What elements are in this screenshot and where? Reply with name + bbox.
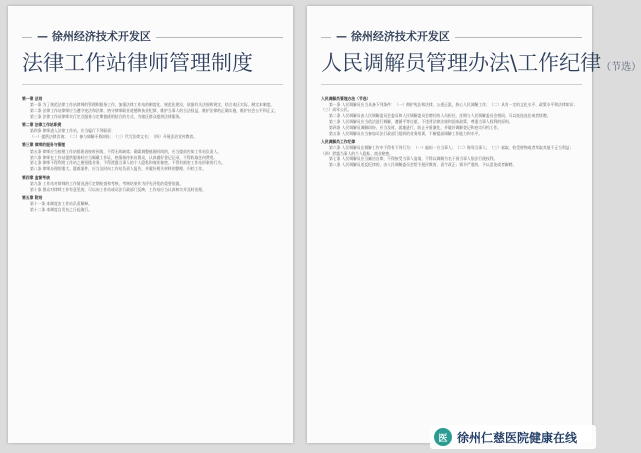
right-body-text <box>321 93 582 168</box>
article-paragraph: 第十条 群众对律师工作有意见的，可以向工作站或司法行政部门反映，工作站应当认真核实并及时处理。 <box>30 186 206 192</box>
article-paragraph: 第七条 人民调解员应当廉洁自律，不得接受当事人宴请，不得以调解为名干预当事人依法行使权利。 <box>329 156 498 162</box>
left-page-title: 法律工作站律师管理制度 <box>22 51 253 75</box>
right-title-main: 人民调解员管理办法\工作纪律 <box>321 51 602 75</box>
left-document-page <box>8 6 293 443</box>
article-paragraph: 第三条 人民调解员应当依法进行调解，遵循平等自愿、不违背法律法规和国家政策、尊重当事人权利的原则。 <box>329 119 513 125</box>
article-paragraph: 第三条 法律工作站律师实行定点服务与定期值班相结合的方式，为辖区群众提供法律服务。 <box>30 113 184 119</box>
article-paragraph: 第七条 律师不得利用工作站之便招揽业务，不得泄露当事人的个人隐私和商业秘密，不得有损害工作站形象的行为。 <box>30 160 225 166</box>
section-heading: 第四章 监督考核 <box>22 174 50 180</box>
section-heading: 第五章 附则 <box>22 194 43 200</box>
hospital-logo-icon: 医 <box>434 428 452 446</box>
article-paragraph: 第五条 律师应当按照工作站排班表按时到岗，不得无故缺席；确需调整值班时间的，应当提前告知工作站负责人。 <box>30 148 222 154</box>
left-title-divider <box>22 84 283 85</box>
article-paragraph: 第一条 人民调解员应当具备下列条件：（一）拥护宪法和法律，公道正派，热心人民调解工作；（二）具有一定的文化水平、政策水平和法律知识；（三）成年公民。 <box>321 102 577 113</box>
article-paragraph: 第六条 人民调解员在调解工作中不得有下列行为：（一）偏袒一方当事人；（二）侮辱当事人；（三）索取、收受财物或者牟取其他不正当利益；（四）泄露当事人的个人隐私、商业秘密。 <box>321 145 574 156</box>
left-zone-header <box>22 30 283 44</box>
right-title-suffix: （节选） <box>601 62 641 73</box>
section-heading: 第一章 总则 <box>22 96 43 101</box>
section-heading: 第二章 法律工作站职责 <box>22 122 62 128</box>
article-paragraph: 第二条 人民调解员由人民调解委员会委员和人民调解委员会聘任的人员担任，任期与人民调解委员会相同，可以连选连任或者续聘。 <box>329 113 551 119</box>
section-heading: 人民调解员工作纪律 <box>321 139 356 145</box>
watermark-badge <box>430 425 596 449</box>
article-paragraph: 第四条 律师进入法律工作站，应当履行下列职责： <box>30 128 115 134</box>
article-paragraph: （一）提供法律咨询；（二）参与调解矛盾纠纷；（三）代写法律文书；（四）开展法治宣传教育。 <box>30 134 198 140</box>
right-zone-label: — 徐州经济技术开发区 <box>331 30 455 44</box>
left-zone-label: — 徐州经济技术开发区 <box>32 30 156 44</box>
article-paragraph: 第九条 工作站对律师的工作情况进行定期检查和考核，考核结果作为评先评优的重要依据。 <box>30 180 184 186</box>
article-paragraph: 第十二条 本制度自发布之日起施行。 <box>30 206 92 212</box>
right-document-page <box>307 6 641 443</box>
section-heading: 人民调解员管理办法（节选） <box>321 96 371 101</box>
article-paragraph: 第六条 律师在工作站提供服务时应当佩戴工作证，热情接待来访群众，认真做好登记记录，不得收取任何费用。 <box>30 154 218 160</box>
article-paragraph: 第二条 法律工作站律师应当遵守宪法和法律，恪守律师职业道德和执业纪律，维护当事人的合法权益，维护法律的正确实施，维护社会公平和正义。 <box>30 108 278 114</box>
section-heading: 第三章 律师的服务与管理 <box>22 142 66 148</box>
article-paragraph: 第五条 人民调解员应当参加司法行政部门组织的业务培训，不断提高调解工作能力和水平。 <box>329 130 483 136</box>
watermark-text: 徐州仁慈医院健康在线 <box>457 430 578 445</box>
article-paragraph: 第八条 律师办理的重大、疑难案件，应当及时向工作站负责人报告，并做好相关材料的整理、归档工作。 <box>30 166 206 172</box>
right-title-divider <box>321 84 582 85</box>
article-paragraph: 第一条 为了规范法律工作站律师的管理和服务工作，加强法律工作站的制度化、规范化建设，依据有关法规和规定，结合本区实际，制定本制度。 <box>30 102 275 108</box>
left-body-text <box>22 93 283 213</box>
article-paragraph: 第十一条 本制度由工作站负责解释。 <box>30 201 92 207</box>
article-paragraph: 第四条 人民调解员调解纠纷，应当及时、就地进行，防止矛盾激化，并做好调解登记和卷宗归档工作。 <box>329 125 502 131</box>
right-page-title <box>321 50 641 81</box>
right-zone-header <box>321 30 582 44</box>
article-paragraph: 第八条 人民调解员违反纪律的，由人民调解委员会给予批评教育、责令改正；情节严重的，予以罢免或者解聘。 <box>329 162 517 168</box>
